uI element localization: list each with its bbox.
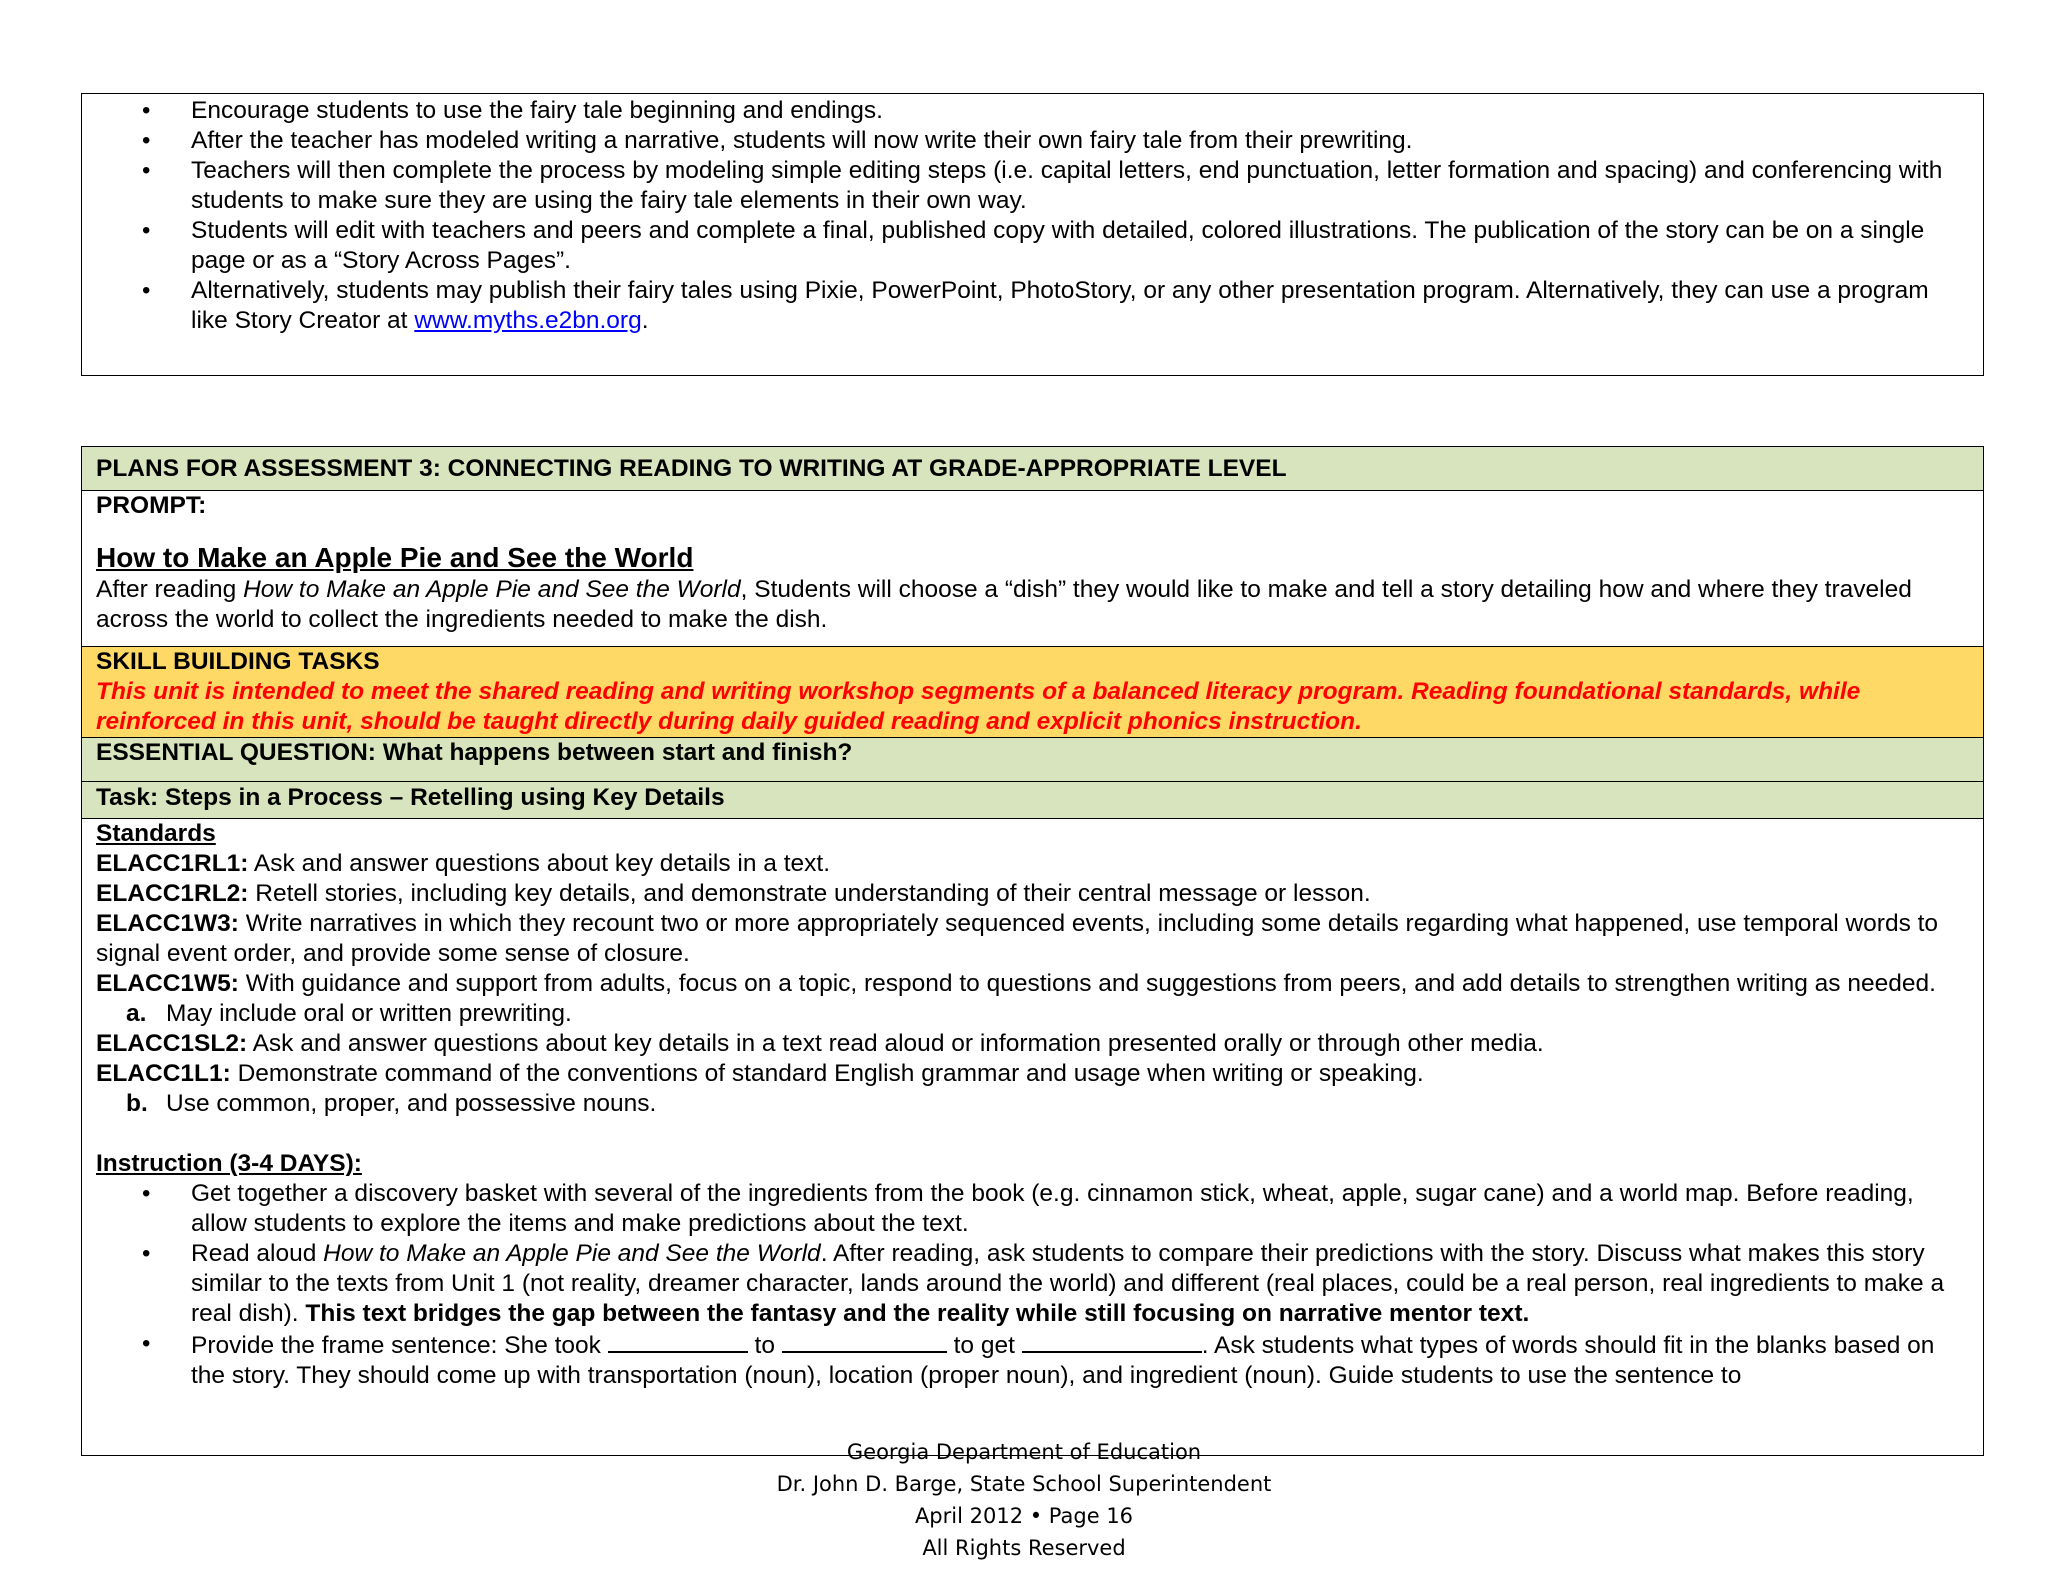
previous-instruction-box [81, 93, 1984, 376]
essential-question: ESSENTIAL QUESTION: What happens between start and finish? [96, 739, 853, 766]
prompt-title: How to Make an Apple Pie and See the World [96, 542, 694, 573]
item-text: . After reading, ask students to compare their predictions with the story. Discuss what makes this story similar to the texts from Unit 1 (not reality, dreamer character, lands around the world) and different (real places, could be a real person, real ingredients to make a real dish). [191, 1240, 1945, 1327]
item-text: Read aloud [191, 1240, 324, 1267]
standard-text: With guidance and support from adults, focus on a topic, respond to questions and suggestions from peers, and add details to strengthen writing as needed. [238, 970, 1936, 997]
prompt-book-title: How to Make an Apple Pie and See the World [243, 576, 741, 603]
standard-item [96, 1059, 1969, 1089]
instruction-list [96, 1179, 1969, 1391]
standard-code: ELACC1W3: [96, 910, 239, 937]
list-item: • Encourage students to use the fairy tale beginning and endings. [82, 96, 1983, 126]
page-footer [0, 1436, 2048, 1564]
standard-text: Retell stories, including key details, and demonstrate understanding of their central message or lesson. [248, 880, 1371, 907]
prompt-text [96, 575, 1969, 635]
list-item [96, 1329, 1969, 1391]
subitem-text: May include oral or written prewriting. [166, 1000, 572, 1027]
footer-superintendent: Dr. John D. Barge, State School Superintendent [776, 1472, 1272, 1496]
prompt-row [82, 491, 1983, 647]
standard-code: ELACC1RL2: [96, 880, 249, 907]
task-title: Task: Steps in a Process – Retelling using Key Details [96, 784, 725, 811]
standard-text: Ask and answer questions about key details in a text. [248, 850, 831, 877]
item-text: to get [946, 1332, 1022, 1359]
bullet-text: Alternatively, students may publish their fairy tales using Pixie, PowerPoint, PhotoStory, or any other presentation program. Alternatively, they can use a program like Story Creator at [191, 277, 1929, 334]
standard-subitem [96, 999, 1969, 1029]
list-item [82, 276, 1983, 336]
list-item [96, 1239, 1969, 1329]
fill-in-blank [608, 1329, 748, 1353]
skill-label: SKILL BUILDING TASKS [96, 648, 380, 675]
bullet-end: . [641, 307, 649, 334]
book-title: How to Make an Apple Pie and See the World [323, 1240, 821, 1267]
list-item: • Students will edit with teachers and peers and complete a final, published copy with detailed, colored illustrations. The publication of the story can be on a single page or as a “Story Across Pages”. [82, 216, 1983, 276]
skill-building-row [82, 647, 1983, 738]
footer-date-page [0, 1500, 2048, 1532]
standards-heading: Standards [96, 820, 216, 847]
item-text: Provide the frame sentence: She took [191, 1332, 608, 1359]
footer-date: April 2012 [914, 1504, 1030, 1528]
assessment-heading: PLANS FOR ASSESSMENT 3: CONNECTING READING TO WRITING AT GRADE-APPROPRIATE LEVEL [96, 455, 1287, 482]
standard-item [96, 849, 1969, 879]
list-item: • After the teacher has modeled writing a narrative, students will now write their own fairy tale from their prewriting. [82, 126, 1983, 156]
prompt-post: , Students will choose a “dish” they would like to make and tell a story detailing how and where they traveled across the world to collect the ingredients needed to make the dish. [96, 576, 1912, 633]
standard-item [96, 1029, 1969, 1059]
list-item: • Get together a discovery basket with several of the ingredients from the book (e.g. cinnamon stick, wheat, apple, sugar cane) and a world map. Before reading, allow students to explore the items and make predictions about the text. [96, 1179, 1969, 1239]
standard-text: Demonstrate command of the conventions of standard English grammar and usage when writing or speaking. [230, 1060, 1424, 1087]
subitem-letter: b. [126, 1090, 148, 1117]
footer-page-number: Page 16 [1042, 1504, 1134, 1528]
skill-note: This unit is intended to meet the shared reading and writing workshop segments of a balanced literacy program. Reading foundational standards, while reinforced in this unit, should be taught directly during daily guided reading and explicit phonics instruction. [96, 678, 1861, 735]
standard-item [96, 909, 1969, 969]
standard-code: ELACC1W5: [96, 970, 239, 997]
standard-item [96, 969, 1969, 999]
footer-rights: All Rights Reserved [922, 1536, 1126, 1560]
assessment-plan-table [81, 446, 1984, 1456]
footer-department: Georgia Department of Education [846, 1440, 1202, 1464]
standard-item [96, 879, 1969, 909]
fill-in-blank [1022, 1329, 1202, 1353]
prompt-label: PROMPT: [96, 492, 207, 519]
standard-subitem [96, 1089, 1969, 1119]
standard-text: Ask and answer questions about key details in a text read aloud or information presented orally or through other media. [247, 1030, 1544, 1057]
task-row [82, 782, 1983, 819]
instruction-bullet-list [82, 96, 1983, 336]
item-emphasis: This text bridges the gap between the fantasy and the reality while still focusing on narrative mentor text. [305, 1300, 1530, 1327]
item-text: . Ask students what types of words should fit in the blanks based on the story. They should come up with transportation (noun), location (proper noun), and ingredient (noun). Guide students to use the sentence to [191, 1332, 1935, 1389]
instruction-heading: Instruction (3-4 DAYS): [96, 1150, 362, 1177]
standard-code: ELACC1RL1: [96, 850, 249, 877]
standard-code: ELACC1L1: [96, 1060, 231, 1087]
task-body [82, 819, 1983, 1391]
list-item: • Teachers will then complete the process by modeling simple editing steps (i.e. capital letters, end punctuation, letter formation and spacing) and conferencing with students to make sure they are using the fairy tale elements in their own way. [82, 156, 1983, 216]
footer-separator: • [1029, 1504, 1043, 1528]
myths-e2bn-link[interactable]: www.myths.e2bn.org [414, 307, 642, 334]
fill-in-blank [782, 1329, 947, 1353]
standard-text: Write narratives in which they recount two or more appropriately sequenced events, including some details regarding what happened, use temporal words to signal event order, and provide some sense of closure. [96, 910, 1939, 967]
assessment-heading-row [82, 447, 1983, 491]
subitem-text: Use common, proper, and possessive nouns. [166, 1090, 657, 1117]
standard-code: ELACC1SL2: [96, 1030, 248, 1057]
essential-question-row [82, 738, 1983, 782]
item-text: to [747, 1332, 782, 1359]
prompt-pre: After reading [96, 576, 244, 603]
subitem-letter: a. [126, 1000, 147, 1027]
